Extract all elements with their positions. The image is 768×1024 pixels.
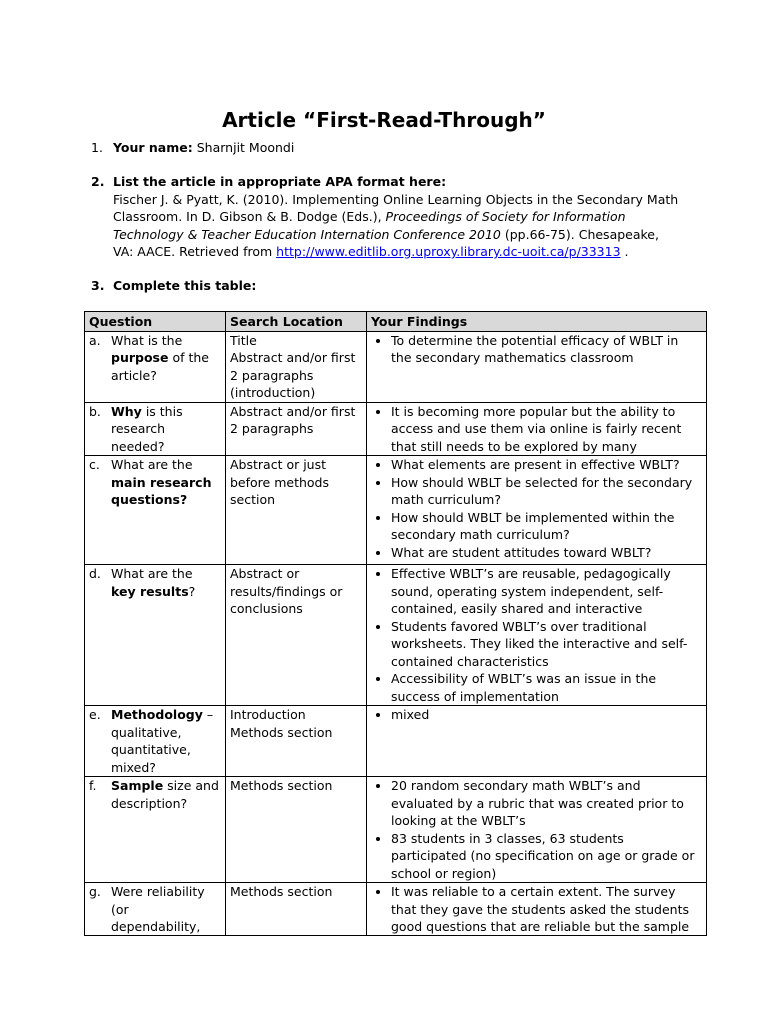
item-complete-table [91,277,681,295]
table-instruction: Complete this table: [113,278,257,293]
citation-text-2: (pp.66-75). Chesapeake, VA: AACE. Retrieved from [113,226,659,259]
page-title: Article “First-Read-Through” [222,108,546,132]
finding-item: • What elements are present in effective WBLT? [391,456,702,474]
question-text-post: of the article? [111,350,209,383]
findings-cell [367,456,707,565]
findings-cell [367,331,707,402]
question-letter: f. [89,778,97,793]
citation-text: Fischer J. & Pyatt, K. (2010). Implementing Online Learning Objects in the Secondary Math Classroom. In D. Gibson & B. Dodge (Eds.), [113,191,679,224]
header-question: Question [85,312,226,332]
findings-list [371,777,702,882]
finding-item: • It is becoming more popular but the ability to access and use them via online is fairly recent that still needs to be explored by many [391,403,702,456]
question-cell [85,706,226,777]
name-label: Your name: [113,140,193,155]
question-text [111,565,221,600]
findings-cell [367,565,707,706]
question-letter: b. [89,403,101,419]
table-row [85,331,707,402]
header-your-findings: Your Findings [367,312,707,332]
item-number: 1. [91,140,103,155]
question-cell [85,402,226,456]
findings-cell [367,706,707,777]
question-text-pre: What is the [111,332,183,348]
table-row [85,706,707,777]
question-text [111,883,221,935]
search-location-cell [226,402,367,456]
findings-cell [367,883,707,936]
question-cell [85,883,226,936]
apa-label: List the article in appropriate APA format here: [113,174,447,189]
finding-item: • Accessibility of WBLT’s was an issue in the success of implementation [391,670,702,705]
question-letter: a. [89,332,101,348]
question-text [111,403,221,456]
search-location-text: Abstract or results/findings or conclusions [230,566,343,616]
question-text [111,456,221,509]
question-text [111,706,221,776]
item-number: 2. [91,174,105,189]
findings-cell [367,402,707,456]
finding-item: • Effective WBLT’s are reusable, pedagogically sound, operating system independent, self-contained, easily shared and interactive [391,565,702,618]
apa-citation [113,191,681,261]
question-letter: g. [89,884,101,899]
question-keyword: main research questions? [111,474,212,507]
findings-list [371,706,702,724]
item-number: 3. [91,278,105,293]
finding-item: • How should WBLT be implemented within the secondary math curriculum? [391,509,702,544]
search-location-cell [226,565,367,706]
table-row [85,456,707,565]
finding-item: • Students favored WBLT’s over traditional worksheets. They liked the interactive and self-contained characteristics [391,618,702,671]
search-location-text: Introduction Methods section [230,707,333,740]
finding-item: • 83 students in 3 classes, 63 students participated (no specification on age or grade or school or region) [391,830,702,883]
findings-list [371,883,702,935]
item-your-name [91,139,681,157]
question-cell [85,331,226,402]
question-keyword: purpose [111,350,169,365]
findings-list [371,403,702,456]
question-cell [85,456,226,565]
findings-table [84,311,707,936]
question-keyword: Methodology [111,707,203,722]
search-location-text: Abstract or just before methods section [230,457,329,507]
question-text-post: size and description? [111,778,219,811]
finding-item: • 20 random secondary math WBLT’s and evaluated by a rubric that was created prior to looking at the WBLT’s [391,777,702,830]
question-letter: e. [89,707,101,722]
findings-cell [367,777,707,883]
question-text-post: – qualitative, quantitative, mixed? [111,707,214,775]
question-keyword: Why [111,403,142,419]
citation-proceedings: Proceedings of Society for Information Technology & Teacher Education Internation Conference 2010 [113,209,626,242]
search-location-cell [226,883,367,936]
finding-item: • mixed [391,706,702,724]
name-value: Sharnjit Moondi [196,140,295,155]
question-text-post: is this research needed? [111,403,183,454]
findings-list [371,456,702,561]
table-row [85,565,707,706]
finding-item: • What are student attitudes toward WBLT? [391,544,702,562]
question-text-pre: What are the [111,566,193,581]
search-location-text: Methods section [230,778,333,793]
finding-item: • It was reliable to a certain extent. The survey that they gave the students asked the students good questions that are reliable but the sample [391,883,702,935]
search-location-cell [226,706,367,777]
search-location-text: Abstract and/or first 2 paragraphs [230,403,356,436]
search-location-cell [226,456,367,565]
findings-list [371,565,702,705]
table-row [85,883,707,936]
question-text [111,332,221,385]
question-keyword: key results [111,583,189,599]
search-location-text: Title Abstract and/or first 2 paragraphs (introduction) [230,332,356,400]
question-keyword: Sample [111,778,164,793]
search-location-cell [226,777,367,883]
question-letter: c. [89,457,100,472]
finding-item: • How should WBLT be selected for the secondary math curriculum? [391,474,702,509]
table-row [85,402,707,456]
findings-list [371,332,702,367]
citation-end: . [620,244,629,259]
search-location-cell [226,331,367,402]
question-cell [85,565,226,706]
citation-link[interactable]: http://www.editlib.org.uproxy.library.dc-uoit.ca/p/33313 [276,244,621,259]
item-apa-citation [91,173,681,261]
finding-item: • To determine the potential efficacy of WBLT in the secondary mathematics classroom [391,332,702,367]
question-cell [85,777,226,883]
table-header-row [85,312,707,332]
question-text-post: ? [188,583,196,599]
question-text-pre: What are the [111,457,193,472]
header-search-location: Search Location [226,312,367,332]
question-text-pre: Were reliability (or dependability, [111,884,205,934]
question-text [111,777,221,812]
question-letter: d. [89,566,101,581]
search-location-text: Methods section [230,884,333,899]
table-row [85,777,707,883]
